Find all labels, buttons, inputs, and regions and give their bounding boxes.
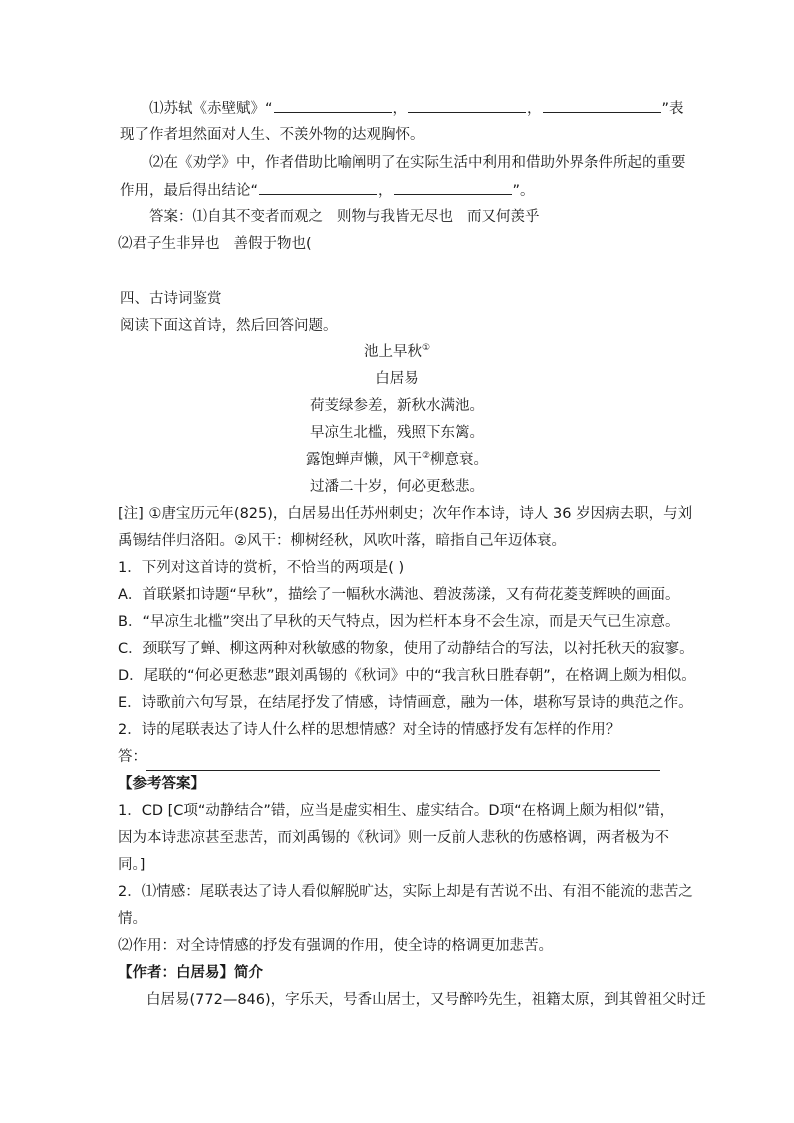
separator: ， [527,101,542,117]
reference-text: 情。 [118,911,147,927]
fill-blank [394,180,512,195]
section4-heading: 四、古诗词鉴赏 [120,291,222,307]
option-b: B．“早凉生北槛”突出了早秋的天气特点，因为栏杆本身不会生凉，而是天气已生凉意。 [118,614,680,630]
q3-item2-line: ⑵在《劝学》中，作者借助比喻阐明了在实际生活中利用和借助外界条件所起的重要 [149,155,686,171]
section4-intro: 阅读下面这首诗，然后回答问题。 [120,318,338,334]
reference-text: 1．CD [C项“动静结合”错，应当是虚实相生、虚实结合。D项“在格调上颇为相似”错， [118,803,675,819]
author-heading: 【作者：白居易】简介 [118,965,263,981]
poem-line [0,450,794,470]
option-d: D．尾联的“何必更愁悲”跟刘禹锡的《秋词》中的“我言秋日胜春朝”，在格调上颇为相似。 [118,668,696,684]
poem-line-part: 露饱蝉声懒，风干 [305,452,422,468]
fill-blank [543,98,661,113]
reference-text: 2．⑴情感：尾联表达了诗人看似解脱旷达，实际上却是有苦说不出、有泪不能流的悲苦之 [118,884,693,900]
poem-line-part: 柳意衰。 [430,452,489,468]
question-2: 2．诗的尾联表达了诗人什么样的思想情感？对全诗的情感抒发有怎样的作用？ [118,722,621,738]
option-e: E．诗歌前六句写景，在结尾抒发了情感，诗情画意，融为一体，堪称写景诗的典范之作。 [118,695,693,711]
reference-text: 同。] [118,857,146,873]
q3-item2-cont [120,180,535,201]
poem-line: 过潘二十岁，何必更愁悲。 [310,479,484,495]
q3-item1-cont: 现了作者坦然面对人生、不羡外物的达观胸怀。 [120,127,425,143]
q3-item2-suffix: ”。 [512,183,535,199]
q3-answer-1b: 则物与我皆无尽也 [337,209,453,225]
reference-text: 因为本诗悲凉甚至悲苦，而刘禹锡的《秋词》则一反前人悲秋的伤感格调，两者极为不 [118,830,669,846]
reference-heading: 【参考答案】 [118,776,205,792]
q3-answer-1c: 而又何羡乎 [467,209,540,225]
q3-item1-prefix: ⑴苏轼《赤壁赋》“ [149,101,273,117]
option-a: A．首联紧扣诗题“早秋”，描绘了一幅秋水满池、碧波荡漾，又有荷花菱芰辉映的画面。 [118,587,680,603]
q3-item1-line [149,98,684,119]
question-1: 1．下列对这首诗的赏析，不恰当的两项是( ) [118,560,405,576]
poem-line: 荷芰绿参差，新秋水满池。 [310,398,484,414]
q3-answer-1a: 答案：⑴自其不变者而观之 [149,209,323,225]
q3-item1-suffix: ”表 [661,101,684,117]
answer-underline [146,770,660,771]
footnote-marker: ② [421,451,431,462]
q3-answer-line-2 [118,234,312,254]
separator: ， [392,101,408,117]
poem-note: 禹锡结伴归洛阳。②风干：柳树经秋，风吹叶落，暗指自己年迈体衰。 [118,533,566,549]
q3-answer-2a: ⑵君子生非异也 [118,236,220,252]
fill-blank [259,180,377,195]
option-c: C．颈联写了蝉、柳这两种对秋敏感的物象，使用了动静结合的写法，以衬托秋天的寂寥。 [118,641,694,657]
author-bio: 白居易(772—846)，字乐天，号香山居士，又号醉吟先生，祖籍太原，到其曾祖父时迁 [146,992,706,1008]
reference-text: ⑵作用：对全诗情感的抒发有强调的作用，使全诗的格调更加悲苦。 [118,938,553,954]
poem-title [0,342,794,362]
q3-answer-2b: 善假于物也( [233,236,312,252]
fill-blank [408,98,526,113]
q3-item2-prefix: 作用，最后得出结论“ [120,183,259,199]
footnote-marker: ① [421,343,431,354]
fill-blank [274,98,392,113]
separator: ， [378,183,393,199]
poem-note: [注] ①唐宝历元年(825)，白居易出任苏州刺史；次年作本诗，诗人 36 岁因病去职，与刘 [118,506,693,522]
answer-label: 答： [118,749,147,765]
poem-line: 早凉生北槛，残照下东篱。 [310,425,484,441]
poem-author: 白居易 [375,371,419,387]
poem-title-text: 池上早秋 [363,344,422,360]
q3-answer-line [149,207,540,227]
